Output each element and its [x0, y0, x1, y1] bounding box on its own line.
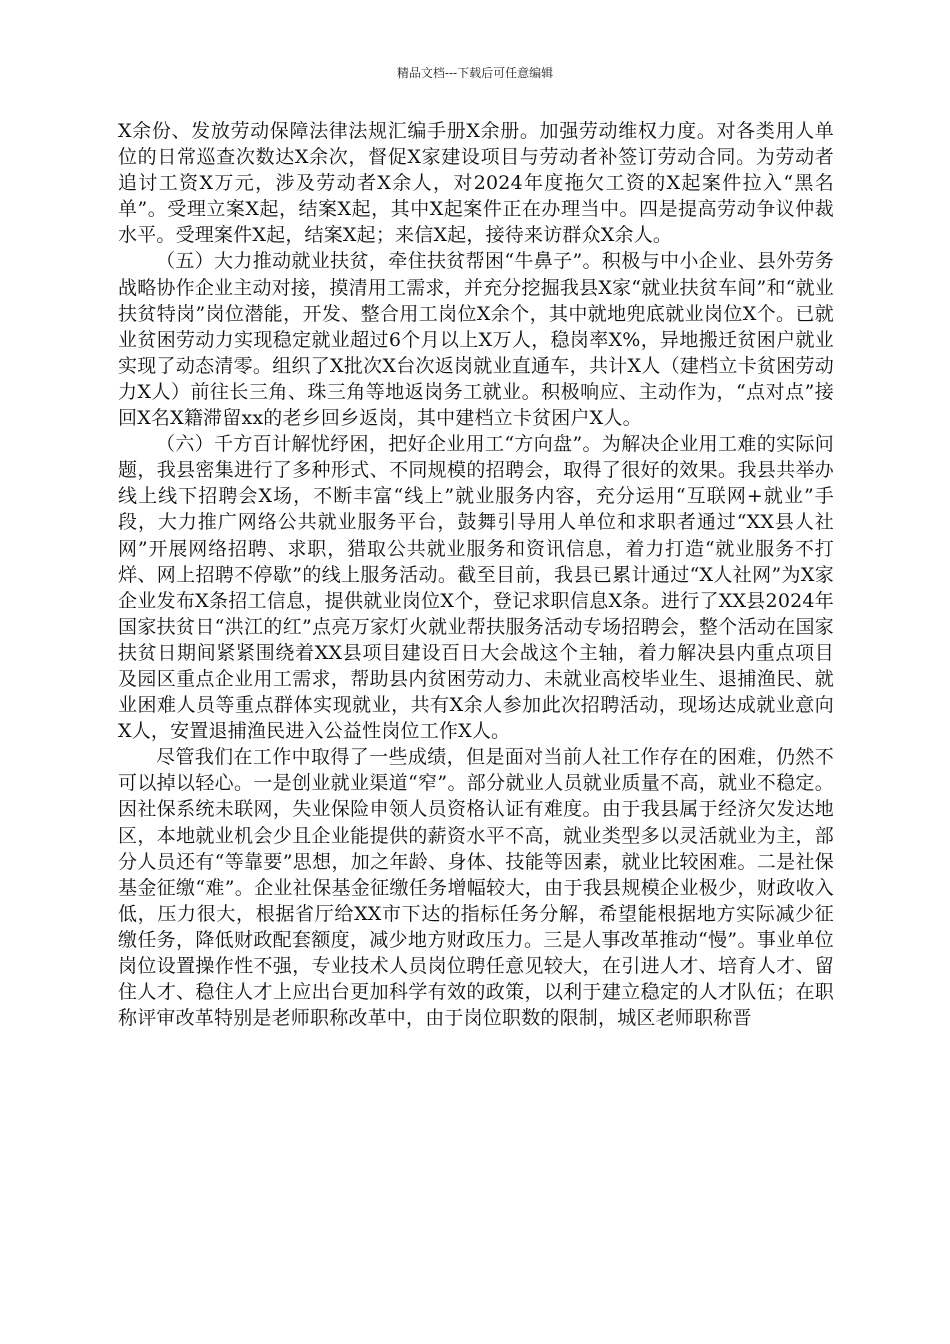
paragraph-3: （六）千方百计解忧纾困，把好企业用工“方向盘”。为解决企业用工难的实际问题，我县密集进行了多种形式、不同规模的招聘会，取得了很好的效果。我县共举办线上线下招聘会X场，不断丰富“线上”就业服务内容，充分运用“互联网+就业”手段，大力推广网络公共就业服务平台，鼓舞引导用人单位和求职者通过“XX县人社网”开展网络招聘、求职，猎取公共就业服务和资讯信息，着力打造“就业服务不打烊、网上招聘不停歇”的线上服务活动。截至目前，我县已累计通过“X人社网”为X家企业发布X条招工信息，提供就业岗位X个，登记求职信息X条。进行了XX县2024年国家扶贫日“洪江的红”点亮万家灯火就业帮扶服务活动专场招聘会，整个活动在国家扶贫日期间紧紧围绕着XX县项目建设百日大会战这个主轴，着力解决县内重点项目及园区重点企业用工需求，帮助县内贫困劳动力、未就业高校毕业生、退捕渔民、就业困难人员等重点群体实现就业，共有X余人参加此次招聘活动，现场达成就业意向X人，安置退捕渔民进入公益性岗位工作X人。 [118, 433, 834, 743]
document-body [118, 118, 834, 1031]
paragraph-2: （五）大力推动就业扶贫，牵住扶贫帮困“牛鼻子”。积极与中小企业、县外劳务战略协作企业主动对接，摸清用工需求，并充分挖掘我县X家“就业扶贫车间”和“就业扶贫特岗”岗位潜能，开发、整合用工岗位X余个，其中就地兜底就业岗位X个。已就业贫困劳动力实现稳定就业超过6个月以上X万人，稳岗率X%，异地搬迁贫困户就业实现了动态清零。组织了X批次X台次返岗就业直通车，共计X人（建档立卡贫困劳动力X人）前往长三角、珠三角等地返岗务工就业。积极响应、主动作为，“点对点”接回X名X籍滞留xx的老乡回乡返岗，其中建档立卡贫困户X人。 [118, 250, 834, 430]
page-header: 精品文档---下载后可任意编辑 [396, 66, 554, 80]
paragraph-4: 尽管我们在工作中取得了一些成绩，但是面对当前人社工作存在的困难，仍然不可以掉以轻心。一是创业就业渠道“窄”。部分就业人员就业质量不高，就业不稳定。因社保系统未联网，失业保险申领人员资格认证有难度。由于我县属于经济欠发达地区，本地就业机会少且企业能提供的薪资水平不高，就业类型多以灵活就业为主，部分人员还有“等靠要”思想，加之年龄、身体、技能等因素，就业比较困难。二是社保基金征缴“难”。企业社保基金征缴任务增幅较大，由于我县规模企业极少，财政收入低，压力很大，根据省厅给XX市下达的指标任务分解，希望能根据地方实际减少征缴任务，降低财政配套额度，减少地方财政压力。三是人事改革推动“慢”。事业单位岗位设置操作性不强，专业技术人员岗位聘任意见较大，在引进人才、培育人才、留住人才、稳住人才上应出台更加科学有效的政策，以利于建立稳定的人才队伍；在职称评审改革特别是老师职称改革中，由于岗位职数的限制，城区老师职称晋 [118, 746, 834, 1030]
paragraph-1: X余份、发放劳动保障法律法规汇编手册X余册。加强劳动维权力度。对各类用人单位的日常巡查次数达X余次，督促X家建设项目与劳动者补签订劳动合同。为劳动者追讨工资X万元，涉及劳动者X余人，对2024年度拖欠工资的X起案件拉入“黑名单”。受理立案X起，结案X起，其中X起案件正在办理当中。四是提高劳动争议仲裁水平。受理案件X起，结案X起；来信X起，接待来访群众X余人。 [118, 120, 834, 247]
